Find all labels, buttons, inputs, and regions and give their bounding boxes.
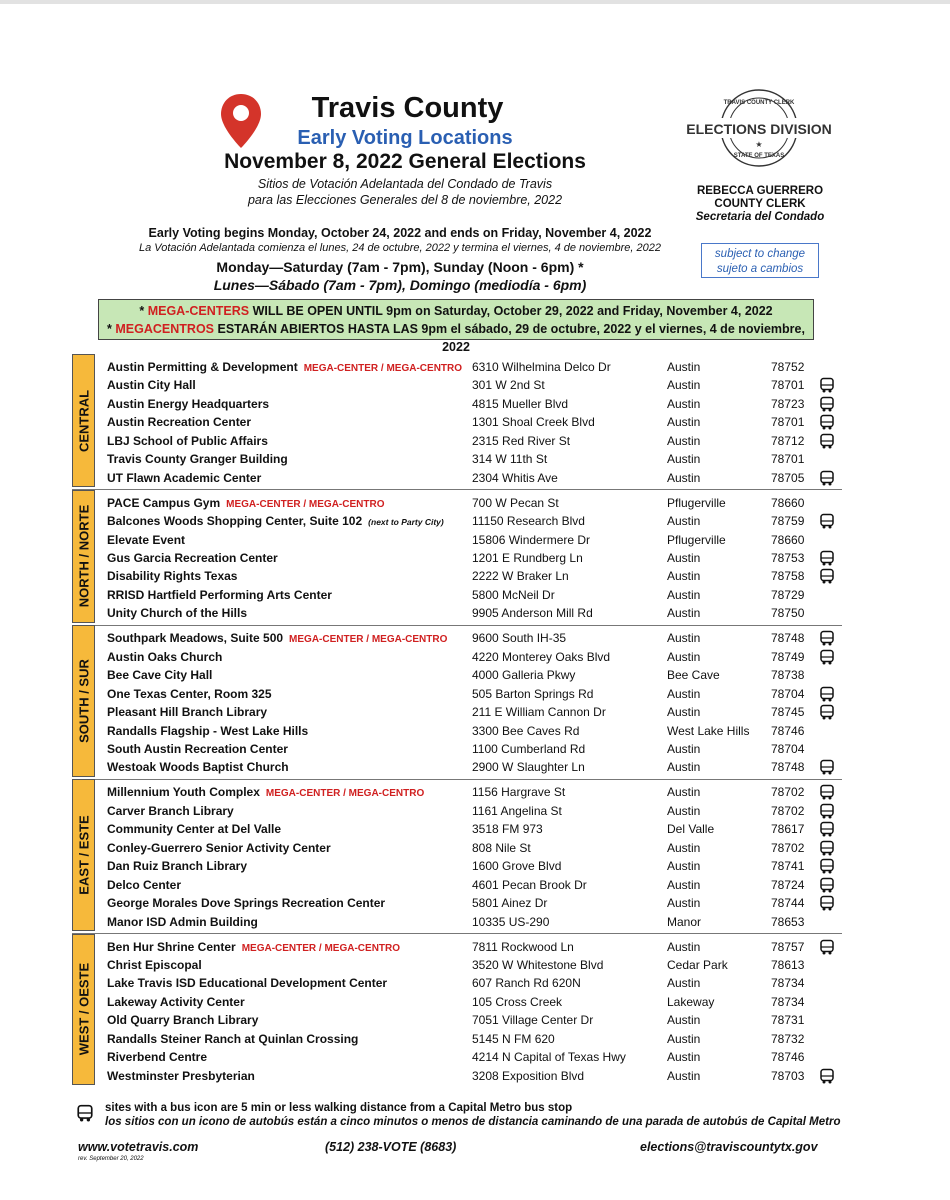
table-row: [0, 1011, 950, 1029]
table-row: [0, 820, 950, 838]
location-name: Disability Rights Texas: [107, 569, 238, 584]
location-name: Gus Garcia Recreation Center: [107, 551, 278, 565]
seal-top-text: TRAVIS COUNTY CLERK: [723, 100, 795, 106]
table-row: [0, 648, 950, 666]
location-address: 5800 McNeil Dr: [472, 587, 555, 602]
location-city: Austin: [667, 939, 701, 954]
location-zip: 78746: [771, 723, 805, 738]
location-zip: 78749: [771, 649, 805, 664]
table-row: [0, 703, 950, 721]
table-row: [0, 358, 950, 376]
location-name: Austin Permitting & Development MEGA-CENTER / MEGA-CENTRO: [107, 360, 463, 374]
location-address: 505 Barton Springs Rd: [472, 686, 594, 701]
top-border: [0, 0, 950, 4]
location-name: Westminster Presbyterian: [107, 1068, 255, 1083]
location-note: (next to Party City): [368, 517, 444, 528]
location-city: Austin: [667, 360, 701, 374]
location-zip: 78702: [771, 785, 805, 800]
location-name: Christ Episcopal: [107, 957, 202, 972]
location-city: Manor: [667, 914, 702, 929]
location-city: Austin: [667, 569, 701, 584]
location-address: 4220 Monterey Oaks Blvd: [472, 649, 611, 664]
table-row: [0, 432, 950, 450]
table-row: [0, 758, 950, 776]
location-zip: 78734: [771, 976, 805, 991]
location-address: 301 W 2nd St: [472, 378, 545, 393]
location-city: Austin: [667, 378, 701, 393]
map-pin-icon: [218, 92, 264, 150]
location-city: Austin: [667, 1013, 701, 1028]
location-city: Austin: [667, 396, 701, 411]
region-label: EAST / ESTE: [72, 779, 95, 931]
location-city: Austin: [667, 433, 701, 448]
location-name: Unity Church of the Hills: [107, 606, 248, 621]
region-label: NORTH / NORTE: [72, 490, 95, 623]
location-city: Pflugerville: [667, 495, 726, 510]
bus-icon: [819, 821, 835, 837]
location-address: 4000 Galleria Pkwy: [472, 668, 576, 683]
bus-icon: [819, 630, 835, 646]
voting-hours: Monday—Saturday (7am - 7pm), Sunday (Noon - 6pm) *: [216, 259, 584, 275]
location-address: 4815 Mueller Blvd: [472, 396, 569, 411]
location-address: 808 Nile St: [472, 840, 531, 855]
bus-icon: [819, 704, 835, 720]
location-name: Pleasant Hill Branch Library: [107, 705, 268, 720]
svg-text:★: ★: [755, 140, 763, 149]
location-city: Austin: [667, 840, 701, 855]
location-city: Austin: [667, 877, 701, 892]
location-name: Delco Center: [107, 877, 182, 892]
region-divider: [72, 933, 842, 934]
table-row: [0, 450, 950, 468]
seal-bottom-text: STATE OF TEXAS: [733, 153, 785, 159]
location-city: Lakeway: [667, 994, 715, 1009]
location-zip: 78729: [771, 587, 805, 602]
region-label: SOUTH / SUR: [72, 625, 95, 777]
table-row: [0, 413, 950, 431]
location-zip: 78757: [771, 939, 805, 954]
location-name: Millennium Youth Complex MEGA-CENTER / MEGA-CENTRO: [107, 785, 425, 800]
location-name: Lake Travis ISD Educational Development Center: [107, 976, 388, 991]
location-name: RRISD Hartfield Performing Arts Center: [107, 587, 332, 602]
location-name: Austin Recreation Center: [107, 415, 252, 430]
location-zip: 78750: [771, 606, 805, 621]
location-address: 7051 Village Center Dr: [472, 1013, 594, 1028]
location-city: Austin: [667, 705, 701, 720]
clerk-name: REBECCA GUERRERO: [696, 185, 824, 197]
location-zip: 78758: [771, 569, 805, 584]
location-zip: 78752: [771, 360, 805, 374]
location-zip: 78701: [771, 378, 805, 393]
table-row: [0, 722, 950, 740]
region-label: CENTRAL: [72, 354, 95, 487]
table-row: [0, 469, 950, 487]
location-city: Pflugerville: [667, 532, 726, 547]
location-city: Austin: [667, 470, 701, 485]
bus-icon: [819, 470, 835, 486]
location-address: 11150 Research Blvd: [472, 514, 585, 529]
location-city: Austin: [667, 415, 701, 430]
location-zip: 78724: [771, 877, 805, 892]
location-city: Austin: [667, 896, 701, 911]
bus-icon: [819, 568, 835, 584]
location-zip: 78702: [771, 803, 805, 818]
footer-email[interactable]: elections@traviscountytx.gov: [640, 1140, 818, 1154]
bus-icon: [819, 513, 835, 529]
location-city: Austin: [667, 760, 701, 775]
location-name: Randalls Flagship - West Lake Hills: [107, 723, 309, 738]
bus-legend-text-es: los sitios con un icono de autobús están a cinco minutos o menos de distancia caminando de una parada de autobús de Capital Metro: [105, 1116, 841, 1128]
table-row: [0, 494, 950, 512]
location-name: Ben Hur Shrine Center MEGA-CENTER / MEGA-CENTRO: [107, 939, 401, 954]
location-address: 5145 N FM 620: [472, 1031, 555, 1046]
table-row: [0, 876, 950, 894]
location-city: Austin: [667, 785, 701, 800]
table-row: [0, 802, 950, 820]
location-address: 1301 Shoal Creek Blvd: [472, 415, 595, 430]
location-name: PACE Campus Gym MEGA-CENTER / MEGA-CENTRO: [107, 495, 385, 510]
location-zip: 78702: [771, 840, 805, 855]
location-zip: 78701: [771, 415, 805, 430]
location-name: Elevate Event: [107, 532, 186, 547]
location-zip: 78704: [771, 686, 805, 701]
table-row: [0, 586, 950, 604]
early-voting-dates-es: La Votación Adelantada comienza el lunes, 24 de octubre, 2022 y termina el viernes, 4 de noviembre, 2022: [138, 242, 662, 254]
bus-icon: [819, 649, 835, 665]
voting-hours-es: Lunes—Sábado (7am - 7pm), Domingo (mediodía - 6pm): [213, 277, 587, 293]
region-divider: [72, 489, 842, 490]
location-zip: 78653: [771, 914, 805, 929]
location-city: Austin: [667, 1050, 701, 1065]
location-city: Austin: [667, 976, 701, 991]
location-city: Austin: [667, 551, 701, 565]
mega-center-tag: MEGA-CENTER / MEGA-CENTRO: [303, 363, 463, 374]
table-row: [0, 604, 950, 622]
location-name: LBJ School of Public Affairs: [107, 433, 268, 448]
bus-icon: [819, 1068, 835, 1084]
location-address: 3208 Exposition Blvd: [472, 1068, 585, 1083]
location-zip: 78741: [771, 859, 805, 874]
table-row: [0, 1030, 950, 1048]
location-address: 4601 Pecan Brook Dr: [472, 877, 587, 892]
bus-icon: [819, 858, 835, 874]
table-row: [0, 740, 950, 758]
location-zip: 78617: [771, 822, 805, 837]
location-city: Austin: [667, 606, 701, 621]
location-name: Randalls Steiner Ranch at Quinlan Crossing: [107, 1031, 359, 1046]
early-voting-dates: Early Voting begins Monday, October 24, 2022 and ends on Friday, November 4, 2022: [148, 226, 652, 240]
table-row: [0, 956, 950, 974]
location-zip: 78759: [771, 514, 805, 529]
location-city: Austin: [667, 742, 701, 756]
footer-revision: rev. September 20, 2022: [78, 1156, 144, 1162]
mega-center-banner: [98, 299, 814, 354]
bus-icon: [819, 784, 835, 800]
location-name: South Austin Recreation Center: [107, 742, 288, 756]
location-zip: 78748: [771, 760, 805, 775]
location-name: Balcones Woods Shopping Center, Suite 102 (next to Party City): [107, 514, 444, 529]
location-name: One Texas Center, Room 325: [107, 686, 272, 701]
location-zip: 78738: [771, 668, 805, 683]
bus-icon: [819, 759, 835, 775]
location-address: 15806 Windermere Dr: [472, 532, 591, 547]
location-zip: 78660: [771, 495, 805, 510]
location-address: 2222 W Braker Ln: [472, 569, 569, 584]
location-address: 211 E William Cannon Dr: [472, 705, 606, 720]
subject-to-change-notice: subject to change sujeto a cambios: [701, 243, 819, 278]
location-city: Austin: [667, 514, 701, 529]
location-zip: 78613: [771, 957, 805, 972]
region-divider: [72, 779, 842, 780]
location-address: 6310 Wilhelmina Delco Dr: [472, 360, 611, 374]
location-name: Manor ISD Admin Building: [107, 914, 258, 929]
location-city: Austin: [667, 1031, 701, 1046]
bus-icon: [819, 550, 835, 566]
location-name: Bee Cave City Hall: [107, 668, 213, 683]
location-zip: 78660: [771, 532, 805, 547]
location-zip: 78703: [771, 1068, 805, 1083]
location-zip: 78732: [771, 1031, 805, 1046]
location-address: 3518 FM 973: [472, 822, 543, 837]
table-row: [0, 629, 950, 647]
location-zip: 78746: [771, 1050, 805, 1065]
table-row: [0, 666, 950, 684]
location-address: 1600 Grove Blvd: [472, 859, 562, 874]
table-row: [0, 395, 950, 413]
location-address: 314 W 11th St: [472, 452, 548, 467]
mega-center-tag: MEGA-CENTER / MEGA-CENTRO: [241, 942, 401, 954]
clerk-block: [690, 185, 830, 224]
table-row: [0, 783, 950, 801]
location-name: Old Quarry Branch Library: [107, 1013, 259, 1028]
location-name: Austin City Hall: [107, 378, 196, 393]
location-city: Austin: [667, 587, 701, 602]
location-zip: 78704: [771, 742, 805, 756]
location-address: 9905 Anderson Mill Rd: [472, 606, 593, 621]
location-zip: 78705: [771, 470, 805, 485]
table-row: [0, 549, 950, 567]
location-name: Austin Oaks Church: [107, 649, 223, 664]
location-zip: 78753: [771, 551, 805, 565]
location-city: Austin: [667, 1068, 701, 1083]
page-title: Travis County: [311, 92, 504, 124]
location-address: 1100 Cumberland Rd: [472, 742, 586, 756]
location-address: 607 Ranch Rd 620N: [472, 976, 581, 991]
bus-icon: [819, 895, 835, 911]
location-address: 1201 E Rundberg Ln: [472, 551, 583, 565]
location-address: 3300 Bee Caves Rd: [472, 723, 580, 738]
location-name: Conley-Guerrero Senior Activity Center: [107, 840, 331, 855]
mega-center-tag: MEGA-CENTER / MEGA-CENTRO: [289, 634, 448, 646]
table-row: [0, 376, 950, 394]
bus-icon: [819, 939, 835, 955]
mega-center-tag: MEGA-CENTER / MEGA-CENTRO: [226, 498, 385, 510]
location-zip: 78748: [771, 631, 805, 646]
location-city: West Lake Hills: [667, 723, 750, 738]
location-address: 2900 W Slaughter Ln: [472, 760, 585, 775]
location-zip: 78712: [771, 433, 805, 448]
location-city: Austin: [667, 649, 701, 664]
bus-legend-text: sites with a bus icon are 5 min or less walking distance from a Capital Metro bus stop: [105, 1102, 573, 1114]
mega-center-tag: MEGA-CENTER / MEGA-CENTRO: [265, 788, 425, 800]
spanish-subtitle: Sitios de Votación Adelantada del Condado de Travis para las Elecciones Generales del 8 de noviembre, 2022: [247, 177, 563, 207]
location-city: Bee Cave: [667, 668, 720, 683]
clerk-title-es: Secretaria del Condado: [695, 211, 825, 223]
table-row: [0, 512, 950, 530]
location-name: Riverbend Centre: [107, 1050, 208, 1065]
location-city: Cedar Park: [667, 957, 728, 972]
bus-icon: [819, 686, 835, 702]
table-row: [0, 993, 950, 1011]
location-city: Austin: [667, 803, 701, 818]
table-row: [0, 685, 950, 703]
table-row: [0, 857, 950, 875]
location-address: 3520 W Whitestone Blvd: [472, 957, 604, 972]
location-address: 2315 Red River St: [472, 433, 571, 448]
mega-banner-line-es: * MEGACENTROS ESTARÁN ABIERTOS HASTA LAS 9pm el sábado, 29 de octubre, 2022 y el viernes, 4 de noviembre, 2022: [107, 322, 805, 354]
location-city: Del Valle: [667, 822, 715, 837]
table-row: [0, 531, 950, 549]
footer-website[interactable]: www.votetravis.com: [78, 1140, 199, 1154]
bus-icon: [819, 414, 835, 430]
location-zip: 78744: [771, 896, 805, 911]
location-address: 4214 N Capital of Texas Hwy: [472, 1050, 626, 1065]
location-address: 5801 Ainez Dr: [472, 896, 548, 911]
location-address: 105 Cross Creek: [472, 994, 563, 1009]
location-name: Community Center at Del Valle: [107, 822, 282, 837]
table-row: [0, 839, 950, 857]
elections-division-seal: [686, 88, 832, 168]
location-name: Austin Energy Headquarters: [107, 396, 270, 411]
location-name: Southpark Meadows, Suite 500 MEGA-CENTER / MEGA-CENTRO: [107, 631, 448, 646]
table-row: [0, 974, 950, 992]
bus-icon: [819, 803, 835, 819]
table-row: [0, 894, 950, 912]
table-row: [0, 1067, 950, 1085]
bus-icon: [819, 877, 835, 893]
location-city: Austin: [667, 452, 701, 467]
location-address: 1156 Hargrave St: [472, 785, 566, 800]
table-row: [0, 1048, 950, 1066]
location-address: 10335 US-290: [472, 914, 550, 929]
location-address: 7811 Rockwood Ln: [472, 939, 574, 954]
location-name: Dan Ruiz Branch Library: [107, 859, 248, 874]
location-name: Carver Branch Library: [107, 803, 234, 818]
region-divider: [72, 625, 842, 626]
location-address: 2304 Whitis Ave: [472, 470, 558, 485]
table-row: [0, 913, 950, 931]
table-row: [0, 567, 950, 585]
mega-banner-line-en: * MEGA-CENTERS WILL BE OPEN UNTIL 9pm on Saturday, October 29, 2022 and Friday, November 4, 2022: [139, 304, 773, 318]
bus-icon: [819, 377, 835, 393]
page-subtitle: Early Voting Locations: [297, 127, 513, 149]
location-name: Westoak Woods Baptist Church: [107, 760, 289, 775]
table-row: [0, 938, 950, 956]
location-name: George Morales Dove Springs Recreation Center: [107, 896, 386, 911]
region-label: WEST / OESTE: [72, 934, 95, 1086]
location-zip: 78723: [771, 396, 805, 411]
location-name: Lakeway Activity Center: [107, 994, 245, 1009]
location-city: Austin: [667, 631, 701, 646]
clerk-title: COUNTY CLERK: [714, 198, 806, 210]
bus-icon: [76, 1104, 94, 1122]
location-zip: 78731: [771, 1013, 805, 1028]
location-zip: 78734: [771, 994, 805, 1009]
location-address: 9600 South IH-35: [472, 631, 567, 646]
location-zip: 78745: [771, 705, 805, 720]
location-city: Austin: [667, 686, 701, 701]
location-zip: 78701: [771, 452, 805, 467]
location-city: Austin: [667, 859, 701, 874]
footer-phone: (512) 238-VOTE (8683): [325, 1140, 457, 1154]
seal-main-text: ELECTIONS DIVISION: [686, 121, 832, 137]
election-title: November 8, 2022 General Elections: [224, 150, 586, 173]
location-name: Travis County Granger Building: [107, 452, 288, 467]
bus-icon: [819, 840, 835, 856]
bus-icon: [819, 396, 835, 412]
location-address: 1161 Angelina St: [472, 803, 562, 818]
location-address: 700 W Pecan St: [472, 495, 559, 510]
location-name: UT Flawn Academic Center: [107, 470, 262, 485]
bus-icon: [819, 433, 835, 449]
